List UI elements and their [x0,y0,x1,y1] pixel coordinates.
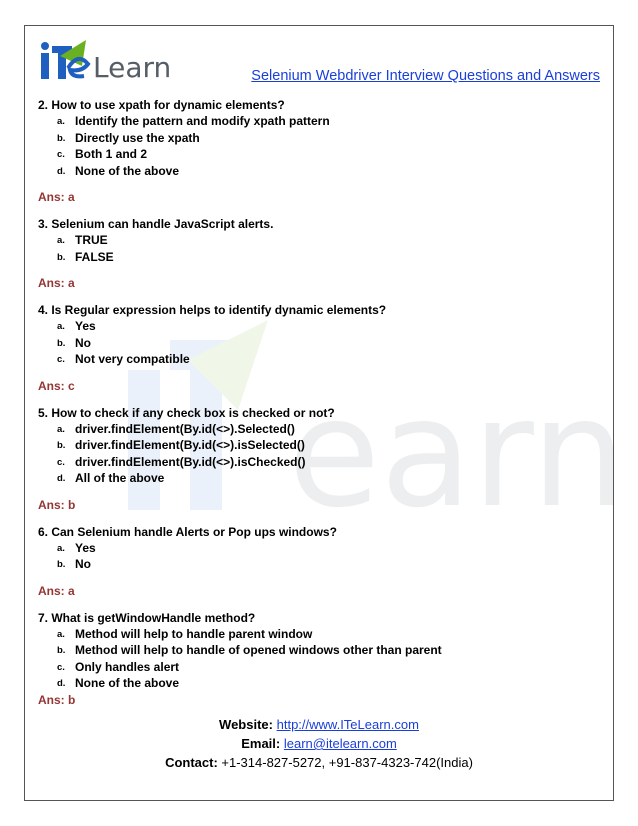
option-item [38,113,598,130]
question-text: 2. How to use xpath for dynamic elements? [38,98,285,112]
option-letter: d. [57,165,66,177]
option-item [38,163,598,180]
question-text: 7. What is getWindowHandle method? [38,610,256,625]
option-item [38,470,598,487]
option-text: Yes [75,319,96,333]
question-list [38,97,598,708]
footer-contact [24,755,614,770]
option-letter: a. [57,321,65,332]
option-letter: b. [57,251,66,263]
option-letter: c. [57,354,65,365]
option-text: All of the above [75,471,165,485]
option-item [38,642,598,659]
option-text: No [75,557,91,571]
options-list [38,113,598,179]
footer-email [24,736,614,751]
option-text: Not very compatible [75,352,190,366]
header-title-link[interactable]: Selenium Webdriver Interview Questions and Answers [251,68,600,84]
option-text: Both 1 and 2 [75,147,148,161]
option-letter: b. [57,645,66,656]
option-text: driver.findElement(By.id(<>).isSelected() [75,438,305,452]
answer-text: Ans: b [38,497,76,512]
options-list [38,318,598,368]
option-item [38,232,598,249]
footer-website [24,717,614,732]
question-text: 5. How to check if any check box is checked or not? [38,405,335,420]
email-link[interactable]: learn@itelearn.com [283,736,397,751]
options-list [38,421,598,487]
email-label: Email: [241,736,281,751]
option-letter: c. [57,456,65,468]
option-item [38,659,598,676]
contact-label: Contact: [165,755,218,770]
website-link[interactable]: http://www.ITeLearn.com [276,717,419,732]
option-text: driver.findElement(By.id(<>).Selected() [75,421,295,436]
answer-text: Ans: a [38,190,75,204]
option-item [38,351,598,368]
options-list [38,626,598,692]
option-text: driver.findElement(By.id(<>).isChecked() [75,454,306,469]
option-item [38,249,598,266]
option-item [38,437,598,454]
answer-text: Ans: a [38,583,75,598]
option-letter: d. [57,678,66,689]
option-text: FALSE [75,249,114,264]
option-letter: c. [57,149,65,160]
svg-text:earn: earn [288,367,627,541]
option-item [38,318,598,335]
question-text: 3. Selenium can handle JavaScript alerts. [38,217,274,231]
itelearn-logo [38,36,172,84]
answer-text: Ans: b [38,692,76,707]
option-letter: b. [57,440,66,451]
option-letter: a. [57,542,65,554]
option-text: Yes [75,540,96,555]
option-item [38,421,598,438]
option-letter: a. [57,423,65,435]
option-letter: c. [57,661,65,673]
option-text: None of the above [75,163,180,178]
website-label: Website: [219,717,273,732]
option-letter: a. [57,116,65,127]
question-text: 6. Can Selenium handle Alerts or Pop ups windows? [38,524,337,539]
option-text: None of the above [75,676,180,690]
answer-text: Ans: a [38,276,75,290]
option-text: TRUE [75,233,108,247]
option-letter: a. [57,235,65,246]
option-letter: d. [57,473,66,484]
option-item [38,540,598,557]
option-item [38,626,598,643]
option-letter: b. [57,337,66,349]
option-letter: b. [57,559,66,570]
option-item [38,556,598,573]
option-item [38,454,598,471]
option-item [38,146,598,163]
option-item [38,675,598,692]
question-text: 4. Is Regular expression helps to identify dynamic elements? [38,303,387,317]
option-letter: b. [57,132,66,144]
contact-numbers: +1-314-827-5272, +91-837-4323-742(India) [221,755,473,770]
option-text: Method will help to handle parent window [75,626,313,641]
option-item [38,335,598,352]
answer-text: Ans: c [38,378,75,393]
options-list [38,540,598,573]
logo-wordmark: Learn [93,51,172,84]
option-text: Only handles alert [75,659,180,674]
option-text: Method will help to handle of opened windows other than parent [75,643,442,657]
option-item [38,130,598,147]
option-letter: a. [57,628,65,640]
option-text: No [75,335,91,350]
options-list [38,232,598,265]
option-text: Identify the pattern and modify xpath pattern [75,114,330,128]
option-text: Directly use the xpath [75,130,200,145]
